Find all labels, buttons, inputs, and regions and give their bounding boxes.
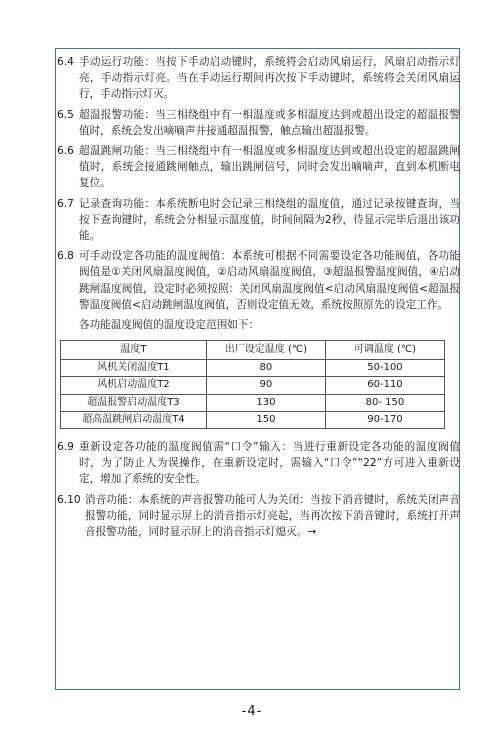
document-body [57,54,460,544]
table-cell: 风机启动温度T2 [61,377,207,394]
section-number: 6.4 [57,56,74,68]
section-number: 6.10 [57,493,81,506]
table-cell: 风机关闭温度T1 [61,360,207,377]
section-number: 6.8 [57,250,74,263]
table-header-row [61,341,445,360]
table-cell: 150 [206,411,325,428]
table-cell: 130 [206,394,325,411]
section-text: 超温跳闸功能：当三相绕组中有一相温度或多相温度达到或超出设定的超温跳闸值时，系统会接通跳闸触点，输出跳闸信号，同时会发出嘀嘀声，直到本机断电复位。 [79,145,460,190]
section-6-10 [57,492,460,541]
page-number: -4- [241,704,263,719]
header-factory-setting: 出厂设定温度 (℃) [206,341,325,360]
section-6-9 [57,439,460,488]
table-row [61,394,445,411]
section-6-7 [57,196,460,245]
section-number: 6.9 [57,441,74,454]
table-cell: 60-110 [325,377,444,394]
section-text: 手动运行功能：当按下手动启动键时，系统将会启动风扇运行，风扇启动指示灯亮，手动指示灯亮。当在手动运行期间再次按下手动键时，系统将会关闭风扇运行，手动指示灯灭。 [79,56,460,101]
table-row [61,360,445,377]
header-adjustable-range: 可调温度 (℃) [325,341,444,360]
section-text: 消音功能：本系统的声音报警功能可人为关闭：当按下消音键时，系统关闭声音报警功能，同时显示屏上的消音指示灯亮起，当再次按下消音键时，系统打开声音报警功能，同时显示屏上的消音指示灯熄灭。→ [85,493,460,539]
table-cell: 超高温跳闸启动温度T4 [61,411,207,428]
section-number: 6.6 [57,145,74,158]
table-cell: 90 [206,377,325,394]
section-number: 6.5 [57,108,74,121]
section-number: 6.7 [57,197,74,210]
table-cell: 80- 150 [325,394,444,411]
table-intro: 各功能温度阀值的温度设定范围如下： [79,319,260,332]
section-text: 重新设定各功能的温度阀值需“口令”输入：当进行重新设定各功能的温度阀值时，为了防止人为误操作，在重新设定时，需输入“口令”“22”方可进入重新设定，增加了系统的安全性。 [79,441,460,486]
section-text: 超温报警功能：当三相绕组中有一相温度或多相温度达到或超出设定的超温报警值时，系统会发出嘀嘀声并接通超温报警，触点输出超温报警。 [79,108,460,137]
header-temperature: 温度T [61,341,207,360]
section-6-6 [57,143,460,192]
section-6-4 [57,54,460,103]
table-cell: 90-170 [325,411,444,428]
table-cell: 超温报警启动温度T3 [61,394,207,411]
table-cell: 50-100 [325,360,444,377]
section-text: 可手动设定各功能的温度阀值：本系统可根据不同需要设定各功能阀值，各功能阀值是①关闭风扇温度阀值，②启动风扇温度阀值，③超温报警温度阀值，④启动跳闸温度阀值，设定时必须按照：关闭风扇温度阀值<启动风扇温度阀值<超温报警温度阀值<启动跳闸温度阀值，否则设定值无效，系统按照原先的设定工作。 [79,250,460,311]
table-row [61,411,445,428]
table-cell: 80 [206,360,325,377]
threshold-range-table [60,340,445,429]
section-6-5 [57,107,460,139]
table-row [61,377,445,394]
section-text: 记录查询功能：本系统断电时会记录三相绕组的温度值，通过记录按键查询，当按下查询键时，系统会分相显示温度值，时间间隔为2秒，待显示完毕后退出该功能。 [79,197,460,243]
section-6-8 [57,248,460,313]
